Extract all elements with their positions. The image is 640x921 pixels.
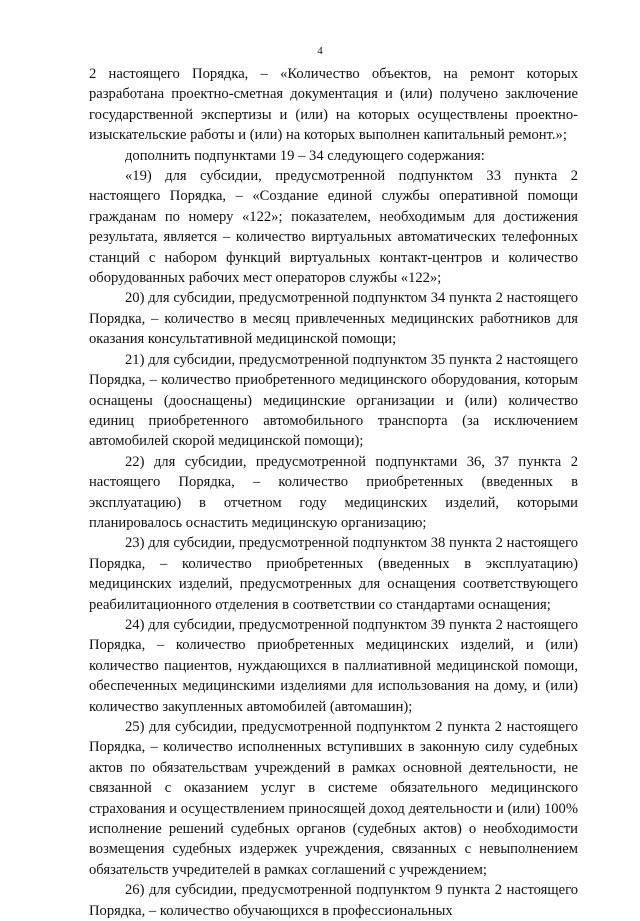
paragraph-item-20: 20) для субсидии, предусмотренной подпунктом 34 пункта 2 настоящего Порядка, – количество в месяц привлеченных медицинских работников для оказания консультативной медицинской помощи;: [89, 290, 578, 348]
paragraph-item-23: 23) для субсидии, предусмотренной подпунктом 38 пункта 2 настоящего Порядка, – количество приобретенных (введенных в эксплуатацию) медицинских изделий, предусмотренных для оснащения соответствующего реабилитационного отделения в соответствии со стандартами оснащения;: [89, 535, 578, 613]
paragraph-item-21: 21) для субсидии, предусмотренной подпунктом 35 пункта 2 настоящего Порядка, – количество приобретенного медицинского оборудования, которым оснащены (дооснащены) медицинские организации и (или) количество единиц приобретенного автомобильного транспорта (за исключением автомобилей скорой медицинской помощи);: [89, 351, 578, 450]
page-number: 4: [317, 45, 323, 57]
document-body: [89, 64, 578, 921]
paragraph-item-26: 26) для субсидии, предусмотренной подпунктом 9 пункта 2 настоящего Порядка, – количество обучающихся в профессиональных: [89, 882, 578, 919]
paragraph-add-subitems: дополнить подпунктами 19 – 34 следующего содержания:: [125, 147, 485, 164]
paragraph-item-24: 24) для субсидии, предусмотренной подпунктом 39 пункта 2 настоящего Порядка, – количество приобретенных медицинских изделий, и (или) количество пациентов, нуждающихся в паллиативной медицинской помощи, обеспеченных медицинскими изделиями для использования на дому, и (или) количество закупленных автомобилей (автомашин);: [89, 616, 578, 715]
paragraph-item-19: «19) для субсидии, предусмотренной подпунктом 33 пункта 2 настоящего Порядка, – «Создание единой службы оперативной помощи гражданам по номеру «122»; показателем, необходимым для достижения результата, является – количество виртуальных автоматических телефонных станций с набором функций виртуальных контакт-центров и количество оборудованных рабочих мест операторов службы «122»;: [89, 168, 578, 287]
paragraph-item-22: 22) для субсидии, предусмотренной подпунктами 36, 37 пункта 2 настоящего Порядка, – количество приобретенных (введенных в эксплуатацию) в отчетном году медицинских изделий, которыми планировалось оснастить медицинскую организацию;: [89, 453, 578, 531]
paragraph-item-25: 25) для субсидии, предусмотренной подпунктом 2 пункта 2 настоящего Порядка, – количество исполненных вступивших в законную силу судебных актов по обязательствам учреждений в рамках основной деятельности, не связанной с оказанием услуг в системе обязательного медицинского страхования и осуществлением приносящей доход деятельности и (или) 100% исполнение решений судебных органов (судебных актов) о необходимости возмещения судебных издержек учреждения, связанных с невыполнением обязательств учредителей в рамках соглашений с учреждением;: [89, 719, 578, 878]
paragraph-continuation: 2 настоящего Порядка, – «Количество объектов, на ремонт которых разработана проектно-сметная документация и (или) получено заключение государственной экспертизы и (или) на которых осуществлены проектно-изыскательские работы и (или) на которых выполнен капитальный ремонт.»;: [89, 66, 578, 144]
